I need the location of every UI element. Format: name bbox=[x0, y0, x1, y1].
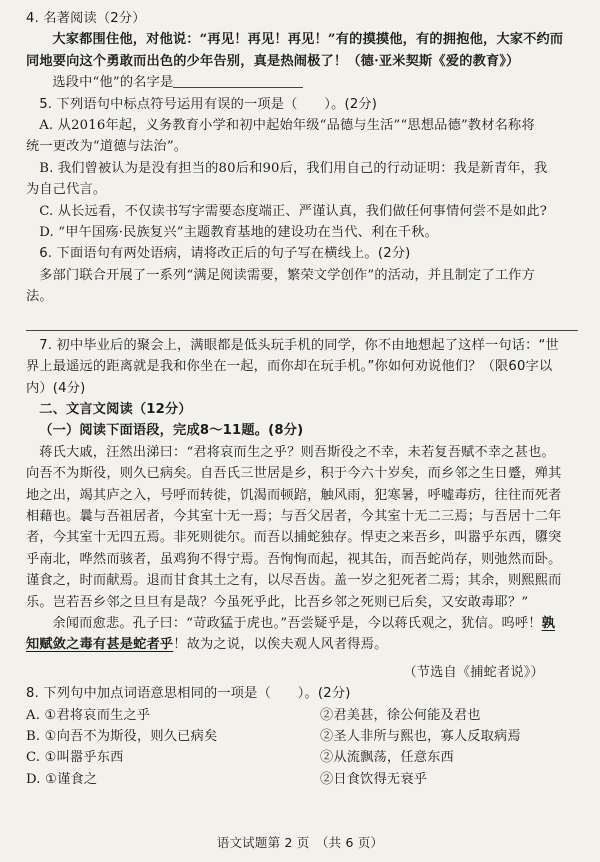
q8-option-c-1: C. ①叫嚣乎东西 bbox=[26, 750, 124, 766]
q5-option-d: D. “甲午国殇·民族复兴”主题教育基地的建设功在当代、利在千秋。 bbox=[39, 225, 439, 241]
q8-option-d-1: D. ①谨食之 bbox=[26, 771, 98, 787]
q4-answer-blank[interactable] bbox=[173, 73, 303, 88]
q4-question-text: 选段中“他”的名字是 bbox=[52, 75, 174, 91]
q5-option-a-line-1: A. 从2016年起，义务教育小学和初中起始年级“品德与生活”“思想品德”教材名称将 bbox=[39, 118, 535, 134]
passage-line-9-text: 余闻而愈悲。孔子曰：“苛政猛于虎也。”吾尝疑乎是，今以蒋氏观之，犹信。呜呼！ bbox=[52, 615, 542, 631]
q8-option-b-2: ②圣人非所与熙也，寡人反取病焉 bbox=[320, 729, 521, 744]
q7-line-1: 7. 初中毕业后的聚会上，满眼都是低头玩手机的同学，你不由地想起了这样一句话：“世 bbox=[39, 337, 559, 353]
passage-line-8: 乐。岂若吾乡邻之旦旦有是哉？今虽死乎此，比吾乡邻之死则已后矣，又安敢毒耶？” bbox=[26, 594, 529, 610]
q8-heading: 8. 下列句中加点词语意思相同的一项是（ ）。(2分) bbox=[26, 686, 351, 702]
q6-heading: 6. 下面语句有两处语病，请将改正后的句子写在横线上。(2分) bbox=[39, 246, 411, 262]
q4-heading: 4. 名著阅读（2分） bbox=[26, 11, 146, 26]
passage-line-3: 地之出，竭其庐之入，号呼而转徙，饥渴而顿踣，触风雨，犯寒暑，呼嘘毒疠，往往而死者 bbox=[26, 487, 562, 503]
q7-line-2: 界上最遥远的距离就是我和你坐在一起，而你却在玩手机。”你如何劝说他们？（限60字以 bbox=[26, 359, 553, 375]
section-2-heading: 二、文言文阅读（12分） bbox=[39, 401, 192, 417]
passage-line-1: 蒋氏大戚，汪然出涕曰：“君将哀而生之乎？则吾斯役之不幸，未若复吾赋不幸之甚也。 bbox=[39, 444, 555, 460]
passage-line-9 bbox=[26, 613, 578, 634]
passage-line-10 bbox=[26, 634, 578, 655]
q6-sentence-line-2: 法。 bbox=[26, 289, 53, 305]
passage-line-10-rest: ！故为之说，以俟夫观人风者得焉。 bbox=[173, 637, 388, 653]
q8-option-d-2: ②日食饮得无衰乎 bbox=[320, 771, 428, 787]
passage-line-6: 乎南北，哗然而骇者，虽鸡狗不得宁焉。吾恂恂而起，视其缶，而吾蛇尚存，则弛然而卧。 bbox=[26, 551, 562, 567]
q5-option-c: C. 从长远看，不仅读书写字需要态度端正、严谨认真，我们做任何事情何尝不是如此? bbox=[39, 203, 548, 219]
q8-option-a-1: A. ①君将哀而生之乎 bbox=[26, 707, 151, 723]
section-2-subheading: （一）阅读下面语段，完成8～11题。(8分) bbox=[39, 423, 304, 439]
passage-source: （节选自《捕蛇者说》） bbox=[403, 664, 544, 680]
q8-options bbox=[26, 705, 578, 791]
q4-question bbox=[26, 72, 578, 93]
q7-line-3: 内）(4分) bbox=[26, 380, 86, 396]
q4-excerpt-line-1: 大家都围住他，对他说：“再见！再见！再见！”有的摸摸他，有的拥抱他，大家不约而 bbox=[52, 32, 564, 48]
q4-excerpt-line-2: 同地要向这个勇敢而出色的少年告别，真是热闹极了！（德·亚米契斯《爱的教育》） bbox=[26, 53, 520, 69]
q8-option-a-2: ②君美甚，徐公何能及君也 bbox=[320, 707, 481, 723]
passage-line-5: 者，今其室十无四五焉。非死则徙尔。而吾以捕蛇独存。悍吏之来吾乡，叫嚣乎东西，隳突 bbox=[26, 530, 562, 546]
passage-line-7: 谨食之，时而献焉。退而甘食其土之有，以尽吾齿。盖一岁之犯死者二焉；其余，则熙熙而 bbox=[26, 573, 562, 589]
passage-underlined-sentence: 知赋敛之毒有甚是蛇者乎 bbox=[26, 637, 174, 653]
q5-option-b-line-2: 为自己代言。 bbox=[26, 182, 107, 198]
page-footer: 语文试题第 2 页 （共 6 页） bbox=[216, 835, 384, 850]
q5-heading: 5. 下列语句中标点符号运用有误的一项是（ ）。(2分) bbox=[39, 96, 378, 112]
passage-line-4: 相藉也。曩与吾祖居者，今其室十无一焉；与吾父居者，今其室十无二三焉；与吾居十二年 bbox=[26, 508, 562, 524]
q8-option-c-2: ②从流飘荡，任意东西 bbox=[320, 750, 454, 766]
q6-sentence-line-1: 多部门联合开展了一系列“满足阅读需要，繁荣文学创作”的活动，并且制定了工作方 bbox=[39, 267, 536, 283]
q8-option-b-1: B. ①向吾不为斯役，则久已病矣 bbox=[26, 729, 218, 744]
q5-option-a-line-2: 统一更改为“道德与法治”。 bbox=[26, 139, 188, 155]
q5-option-b-line-1: B. 我们曾被认为是没有担当的80后和90后，我们用自己的行动证明：我是新青年，我 bbox=[39, 160, 548, 176]
passage-line-2: 向吾不为斯役，则久已病矣。自吾氏三世居是乡，积于今六十岁矣，而乡邻之生日蹙，殚其 bbox=[26, 466, 562, 482]
q6-answer-line[interactable] bbox=[26, 310, 578, 331]
passage-underlined-start: 孰 bbox=[541, 615, 556, 631]
